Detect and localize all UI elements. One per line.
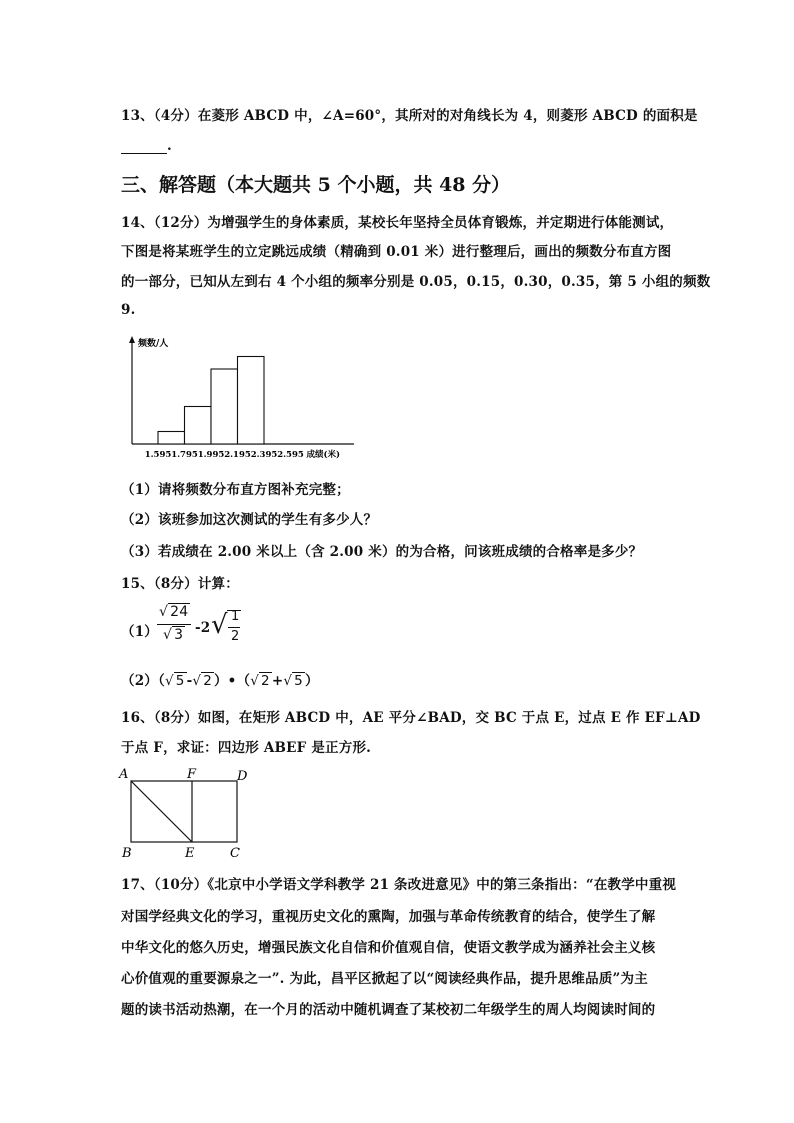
fraction-bar bbox=[157, 624, 191, 625]
x-tick-label: 2.395 bbox=[250, 450, 278, 460]
q16-line2: 于点 F，求证：四边形 ABEF 是正方形. bbox=[121, 740, 372, 756]
q14-line3: 的一部分，已知从左到右 4 个小组的频率分别是 0.05，0.15，0.30，0.35，第 5 小组的频数 bbox=[121, 274, 711, 290]
answer-blank[interactable] bbox=[121, 139, 167, 154]
q17-line2: 对国学经典文化的学习，重视历史文化的熏陶，加强与革命传统教育的结合，使学生了解 bbox=[121, 909, 656, 925]
q15-p1-label: （1） bbox=[121, 624, 158, 640]
frac-den: 2 bbox=[231, 629, 240, 644]
q14-line1: 14、（12分）为增强学生的身体素质，某校长年坚持全员体育锻炼，并定期进行体能测试， bbox=[121, 215, 674, 231]
sqrt24: √ 24 bbox=[159, 604, 189, 620]
section-title: 三、解答题（本大题共 5 个小题，共 48 分） bbox=[121, 174, 511, 196]
label-b: B bbox=[122, 846, 132, 861]
x-tick-label: 1.595 bbox=[144, 450, 172, 460]
sqrt3: √ 3 bbox=[163, 627, 184, 643]
x-tick-label: 1.795 bbox=[171, 450, 198, 460]
q14-line4: 9. bbox=[121, 302, 136, 318]
big-radical: √ bbox=[211, 610, 228, 640]
histogram-bar bbox=[238, 357, 265, 445]
q17-line4: 心价值观的重要源泉之一”. 为此，昌平区掀起了以“阅读经典作品，提升思维品质”为主 bbox=[121, 971, 648, 987]
q13-answer-line bbox=[121, 138, 172, 154]
histogram-chart bbox=[118, 332, 378, 467]
histogram-bar bbox=[185, 407, 212, 445]
rect-abcd bbox=[131, 781, 237, 842]
q14-sub1: （1）请将频数分布直方图补充完整； bbox=[121, 482, 350, 498]
q14-line2: 下图是将某班学生的立定跳远成绩（精确到 0.01 米）进行整理后，画出的频数分布直方图 bbox=[121, 244, 672, 260]
frac-num: 1 bbox=[231, 609, 240, 624]
inner-fraction-bar bbox=[228, 627, 240, 628]
q16-line1: 16、（8分）如图，在矩形 ABCD 中，AE 平分∠BAD，交 BC 于点 E，过点 E 作 EF⊥AD bbox=[121, 710, 701, 726]
y-axis-label: 频数/人 bbox=[138, 339, 169, 349]
x-tick-label: 1.995 bbox=[197, 450, 225, 460]
q17-line3: 中华文化的悠久历史，增强民族文化自信和价值观自信，使语文教学成为涵养社会主义核 bbox=[121, 940, 656, 956]
q13-line1: 13、（4分）在菱形 ABCD 中，∠A=60°，其所对的对角线长为 4，则菱形 ABCD 的面积是 bbox=[121, 108, 698, 124]
q15-header: 15、（8分）计算： bbox=[121, 576, 239, 592]
histogram-bar bbox=[158, 432, 185, 445]
q17-line1: 17、（10分）《北京中小学语文学科教学 21 条改进意见》中的第三条指出：“在教学中重视 bbox=[121, 877, 677, 893]
segment-ae bbox=[131, 781, 192, 842]
x-axis-label: 成绩(米) bbox=[306, 450, 341, 460]
histogram-bar bbox=[211, 369, 238, 444]
rectangle-figure bbox=[115, 764, 255, 864]
label-d: D bbox=[237, 769, 248, 784]
label-c: C bbox=[230, 846, 240, 861]
y-axis-arrow bbox=[129, 336, 135, 343]
q14-sub2: （2）该班参加这次测试的学生有多少人？ bbox=[121, 512, 378, 528]
label-e: E bbox=[185, 846, 195, 861]
x-tick-label: 2.195 bbox=[224, 450, 251, 460]
q14-sub3: （3）若成绩在 2.00 米以上（含 2.00 米）的为合格，问该班成绩的合格率是多少？ bbox=[121, 544, 643, 560]
q15-part2: （2）（√ 5 -√ 2 ）•（√ 2 +√ 5 ） bbox=[121, 673, 319, 689]
q13-period: . bbox=[167, 138, 172, 154]
label-a: A bbox=[119, 767, 129, 782]
q17-line5: 题的读书活动热潮，在一个月的活动中随机调查了某校初二年级学生的周人均阅读时间的 bbox=[121, 1002, 656, 1018]
x-tick-label: 2.595 bbox=[277, 450, 304, 460]
q15-p1-mid: -2 bbox=[195, 620, 211, 636]
label-f: F bbox=[187, 767, 197, 782]
